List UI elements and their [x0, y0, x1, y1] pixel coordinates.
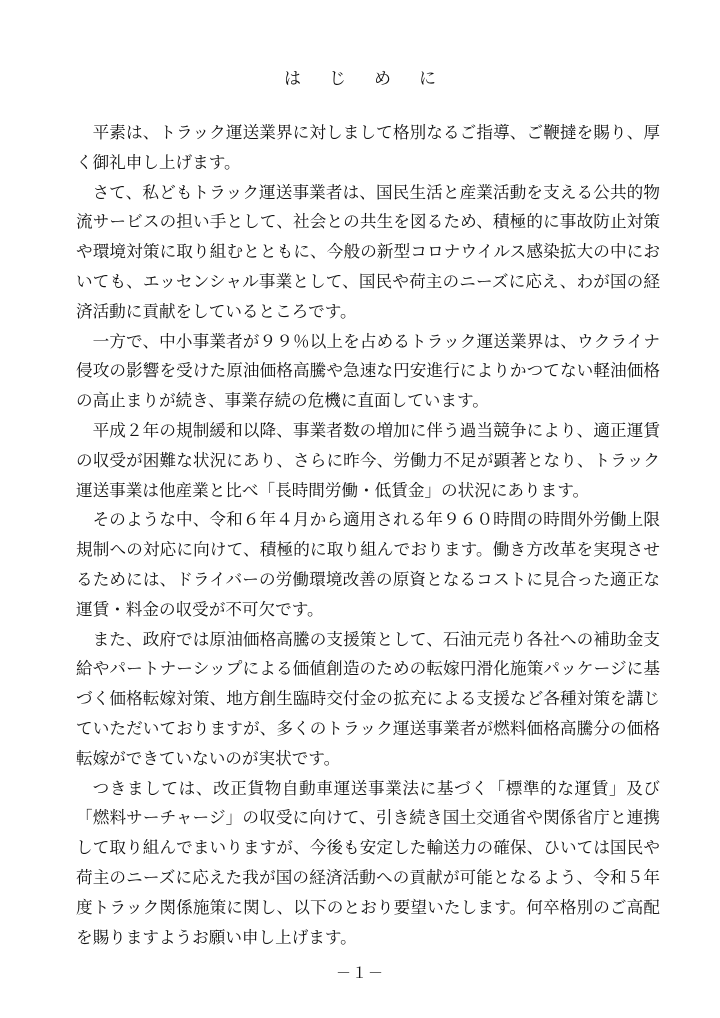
paragraph-fuel-crisis: 一方で、中小事業者が９９％以上を占めるトラック運送業界は、ウクライナ侵攻の影響を受けた原油価格高騰や急速な円安進行によりかつてない軽油価格の高止まりが続き、事業存続の危機に直面しています。 — [76, 331, 660, 411]
paragraph-role: さて、私どもトラック運送事業者は、国民生活と産業活動を支える公共的物流サービスの担い手として、社会との共生を図るため、積極的に事故防止対策や環境対策に取り組むとともに、今般の新型コロナウイルス感染拡大の中においても、エッセンシャル事業として、国民や荷主のニーズに応え、わが国の経済活動に貢献をしているところです。 — [76, 182, 660, 321]
paragraph-deregulation: 平成２年の規制緩和以降、事業者数の増加に伴う過当競争により、適正運賃の収受が困難な状況にあり、さらに昨今、労働力不足が顕著となり、トラック運送事業は他産業と比べ「長時間労働・低賃金」の状況にあります。 — [76, 420, 660, 500]
paragraph-work-reform: そのような中、令和６年４月から適用される年９６０時間の時間外労働上限規制への対応に向けて、積極的に取り組んでおります。働き方改革を実現させるためには、ドライバーの労働環境改善の原資となるコストに見合った適正な運賃・料金の収受が不可欠です。 — [76, 510, 660, 619]
paragraph-greeting: 平素は、トラック運送業界に対しまして格別なるご指導、ご鞭撻を賜り、厚く御礼申し上げます。 — [76, 123, 660, 172]
page-title: はじめに — [284, 69, 464, 89]
paragraph-government-support: また、政府では原油価格高騰の支援策として、石油元売り各社への補助金支給やパートナーシップによる価値創造のための転嫁円滑化施策パッケージに基づく価格転嫁対策、地方創生臨時交付金の拡充による支援など各種対策を講じていただいておりますが、多くのトラック運送事業者が燃料価格高騰分の価格転嫁ができていないのが実状です。 — [76, 629, 660, 768]
paragraph-request: つきましては、改正貨物自動車運送事業法に基づく「標準的な運賃」及び「燃料サーチャージ」の収受に向けて、引き続き国土交通省や関係省庁と連携して取り組んでまいりますが、今後も安定した輸送力の確保、ひいては国民や荷主のニーズに応えた我が国の経済活動への貢献が可能となるよう、令和５年度トラック関係施策に関し、以下のとおり要望いたします。何卒格別のご高配を賜りますようお願い申し上げます。 — [76, 778, 660, 947]
body-text — [76, 118, 660, 952]
page-number: －１－ — [335, 964, 384, 982]
